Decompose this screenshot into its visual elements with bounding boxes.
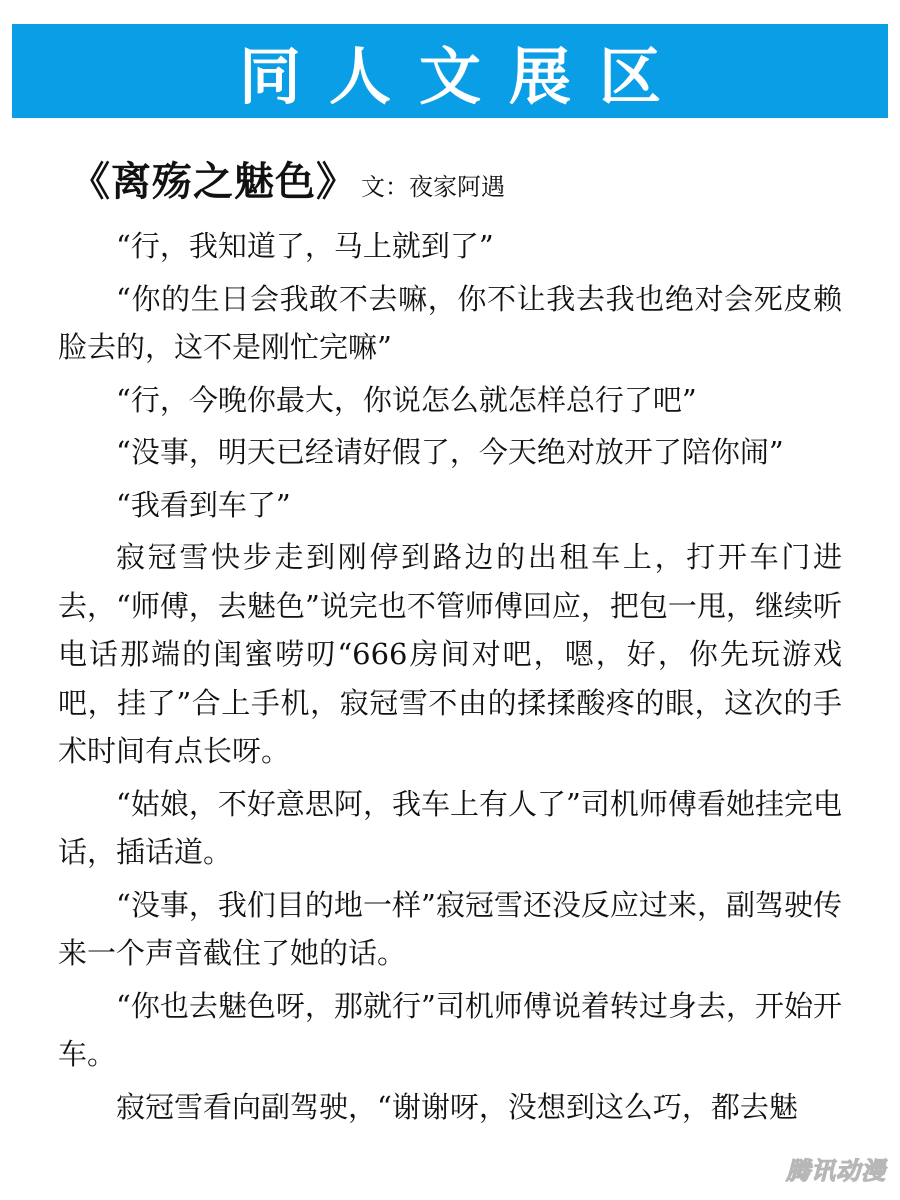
paragraph: 寂冠雪快步走到刚停到路边的出租车上，打开车门进去，“师傅，去魅色”说完也不管师傅回应，把包一甩，继续听电话那端的闺蜜唠叨“666房间对吧，嗯，好，你先玩游戏吧，挂了”合上手机，寂冠雪不由的揉揉酸疼的眼，这次的手术时间有点长呀。 (58, 540, 842, 768)
story-title: 《离殇之魅色》 (70, 158, 357, 205)
paragraph: “你也去魅色呀，那就行”司机师傅说着转过身去，开始开车。 (58, 988, 842, 1071)
section-banner (12, 24, 888, 118)
paragraph: “没事，明天已经请好假了，今天绝对放开了陪你闹” (116, 435, 784, 469)
publisher-watermark: 腾讯动漫 (786, 1157, 886, 1185)
paragraph: “行，我知道了，马上就到了” (116, 229, 494, 263)
paragraph: “姑娘，不好意思阿，我车上有人了”司机师傅看她挂完电话，插话道。 (58, 786, 842, 869)
paragraph: 寂冠雪看向副驾驶，“谢谢呀，没想到这么巧，都去魅 (116, 1089, 798, 1124)
paragraph: “没事，我们目的地一样”寂冠雪还没反应过来，副驾驶传来一个声音截住了她的话。 (58, 887, 842, 970)
story-body (58, 222, 842, 1135)
paragraph: “我看到车了” (116, 487, 291, 522)
story-title-line (70, 150, 505, 204)
paragraph: “行，今晚你最大，你说怎么就怎样总行了吧” (116, 382, 697, 417)
story-byline: 文：夜家阿遇 (361, 173, 505, 201)
paragraph: “你的生日会我敢不去嘛，你不让我去我也绝对会死皮赖脸去的，这不是刚忙完嘛” (58, 281, 842, 364)
section-title: 同人文展区 (238, 39, 689, 113)
